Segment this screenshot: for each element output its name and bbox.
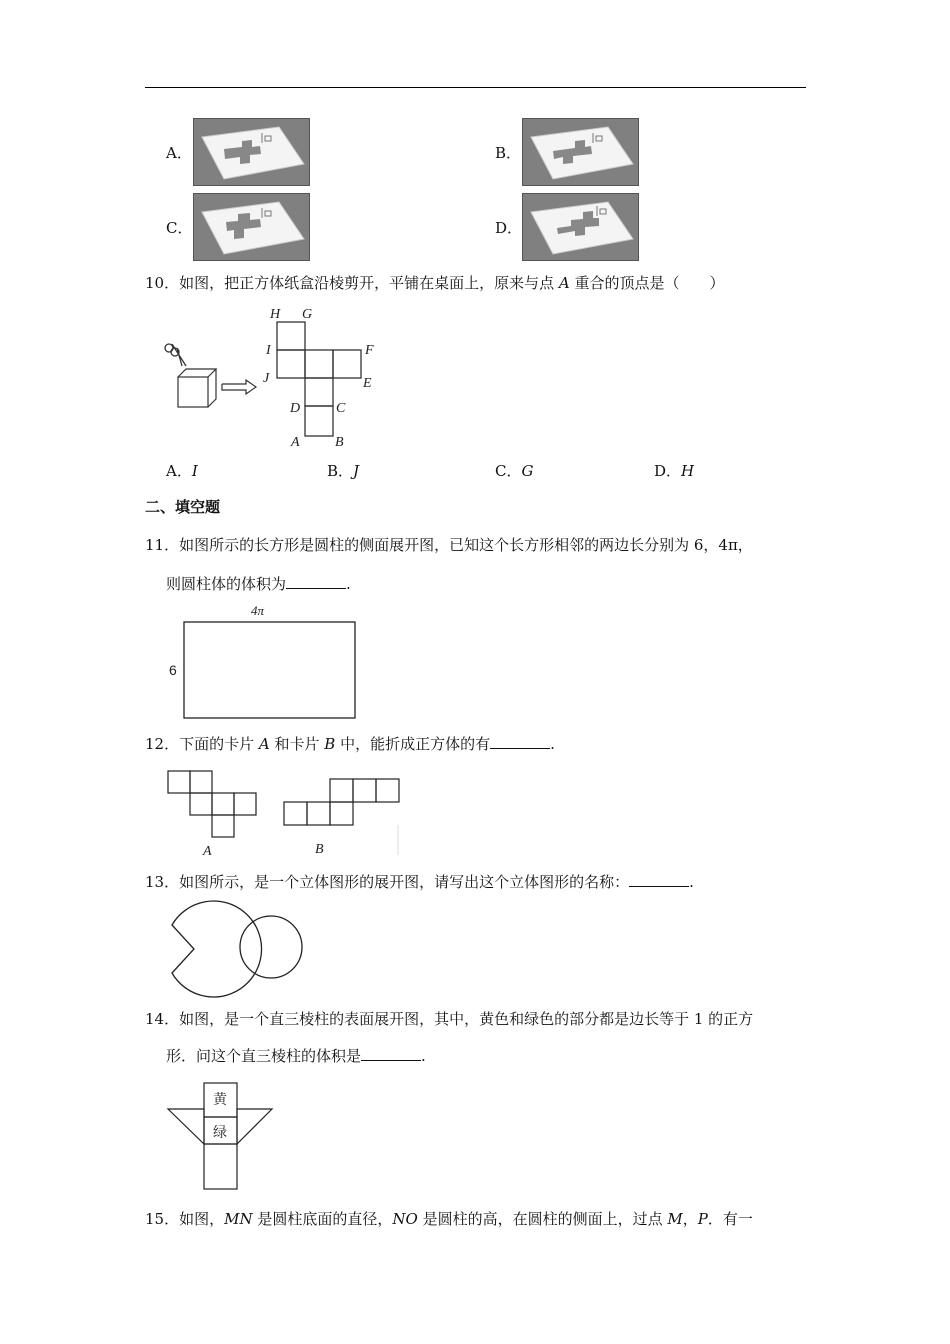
q13-answer-blank[interactable] (629, 872, 689, 887)
section-title: 二、填空题 (145, 498, 221, 516)
q11-side-label: 6 (169, 662, 177, 678)
header-rule (145, 87, 806, 88)
q9-option-c-label: C． (166, 219, 193, 237)
q10-choice-a: A．I (166, 462, 198, 480)
q12-figure (160, 765, 410, 860)
q10-text-after: 重合的顶点是（ ） (569, 274, 725, 292)
card-b-net (284, 779, 399, 825)
cube-icon (178, 369, 216, 407)
q11-line2: 则圆柱体的体积为 . (166, 575, 351, 593)
green-label: 绿 (213, 1125, 227, 1141)
q13-question: 13．如图所示，是一个立体图形的展开图，请写出这个立体图形的名称： . (145, 873, 694, 891)
card-a-net (168, 771, 256, 837)
q14-line2: 形．问这个直三棱柱的体积是 . (166, 1047, 426, 1065)
q13-figure (160, 900, 310, 1000)
q10-choice-c: C．G (495, 462, 534, 480)
label-d: D (290, 401, 301, 416)
label-c: C (336, 401, 346, 416)
arrow-icon (222, 380, 256, 394)
card-a-label: A (203, 844, 212, 859)
card-b-label: B (315, 842, 324, 857)
scissors-icon (165, 344, 186, 366)
q10-choice-b: B．J (327, 462, 360, 480)
label-h: H (270, 307, 281, 322)
label-b: B (335, 435, 344, 450)
q14-line1: 14．如图，是一个直三棱柱的表面展开图，其中，黄色和绿色的部分都是边长等于 1 的正方 (145, 1010, 754, 1028)
label-i: I (266, 343, 271, 358)
q10-text-before: 如图，把正方体纸盒沿棱剪开，平铺在桌面上，原来与点 (179, 274, 559, 292)
q9-option-d-label: D． (495, 219, 523, 237)
q11-answer-blank[interactable] (286, 574, 346, 589)
cube-net (277, 322, 361, 436)
q12-question: 12．下面的卡片 A 和卡片 B 中，能折成正方体的有 . (145, 735, 555, 753)
q9-option-c-image (193, 193, 310, 261)
q12-answer-blank[interactable] (490, 734, 550, 749)
label-g: G (302, 307, 313, 322)
q14-answer-blank[interactable] (361, 1046, 421, 1061)
q10-point: A (558, 274, 570, 292)
label-e: E (363, 376, 372, 391)
q11-figure (165, 600, 365, 725)
label-f: F (365, 343, 374, 358)
yellow-label: 黄 (213, 1092, 227, 1108)
label-j: J (263, 371, 270, 386)
q10-figure (160, 300, 390, 450)
q11-top-label: 4π (251, 603, 265, 618)
q15-question: 15．如图，MN 是圆柱底面的直径，NO 是圆柱的高，在圆柱的侧面上，过点 M，P．有一 (145, 1210, 753, 1228)
q9-option-a-label: A． (166, 144, 192, 162)
q9-option-b-label: B． (495, 144, 522, 162)
q9-option-d-image (522, 193, 639, 261)
q10-question (145, 273, 725, 293)
q9-option-b-image (522, 118, 639, 186)
q14-figure (160, 1075, 280, 1195)
cone-base-circle (240, 916, 302, 978)
q9-option-a-image (193, 118, 310, 186)
label-a: A (291, 435, 300, 450)
q10-number: 10． (145, 274, 180, 292)
q10-choice-d: D．H (654, 462, 695, 480)
q11-line1: 11．如图所示的长方形是圆柱的侧面展开图，已知这个长方形相邻的两边长分别为 6，4π， (145, 536, 753, 554)
cone-sector-shape (172, 901, 262, 997)
